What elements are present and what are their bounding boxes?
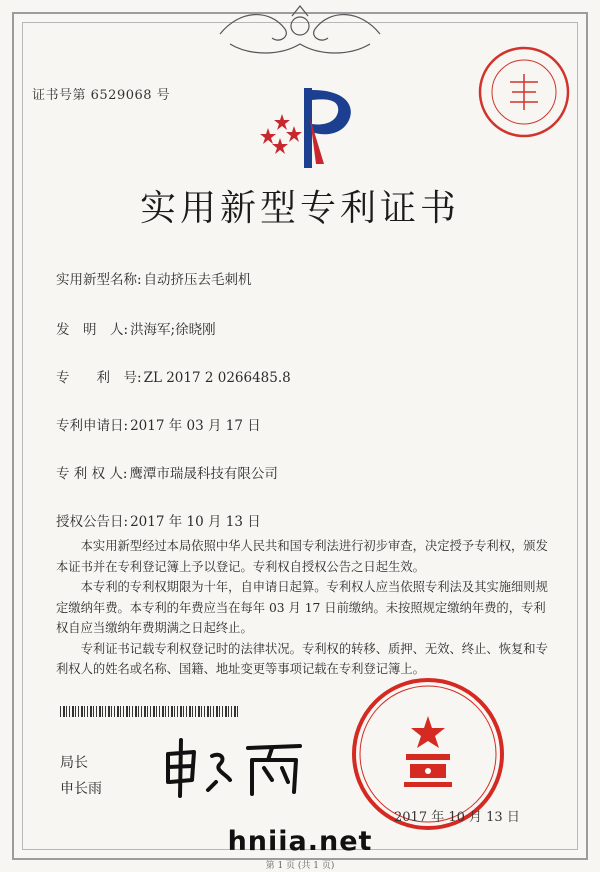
field-patentee	[56, 462, 278, 482]
inventor-value: 洪海军;徐晓刚	[130, 322, 216, 338]
field-grant-date	[56, 510, 261, 530]
document-title: 实用新型专利证书	[139, 188, 460, 229]
field-utility-model-name	[56, 268, 252, 288]
top-ornament	[210, 4, 390, 64]
barcode	[60, 706, 238, 717]
grant-date-label: 授权公告日:	[56, 514, 129, 530]
filing-date-value: 2017 年 03 月 17 日	[130, 418, 261, 434]
body-paragraph-1: 本实用新型经过本局依照中华人民共和国专利法进行初步审查，决定授予专利权，颁发本证书并在专利登记簿上予以登记。专利权自授权公告之日起生效。	[56, 539, 548, 574]
agency-stamp	[476, 44, 572, 140]
certificate-body	[56, 536, 556, 680]
grant-date-value: 2017 年 10 月 13 日	[130, 514, 261, 530]
field-patent-number	[56, 366, 291, 386]
body-paragraph-3: 专利证书记载专利权登记时的法律状况。专利权的转移、质押、无效、终止、恢复和专利权人的姓名或名称、国籍、地址变更等事项记载在专利登记簿上。	[56, 641, 548, 676]
patentee-label: 专 利 权 人:	[56, 466, 128, 482]
director-label: 局长	[60, 755, 88, 771]
utility-model-name-label: 实用新型名称:	[56, 272, 142, 288]
patent-number-label: 专 利 号:	[56, 370, 142, 386]
field-filing-date	[56, 414, 261, 434]
director-name: 申长雨	[60, 781, 102, 797]
page-footer: 第 1 页 (共 1 页)	[265, 861, 335, 871]
utility-model-name-value: 自动挤压去毛刺机	[143, 272, 252, 288]
body-paragraph-2: 本专利的专利权期限为十年，自申请日起算。专利权人应当依照专利法及其实施细则规定缴纳年费。本专利的年费应当在每年 03 月 17 日前缴纳。未按照规定缴纳年费的，专利权自应当缴纳年费期满之日起终止。	[56, 580, 548, 635]
handwritten-signature	[160, 730, 310, 802]
certificate-number: 证书号第 6529068 号	[32, 88, 171, 103]
seal-date: 2017 年 10 月 13 日	[394, 810, 520, 825]
cnipa-logo	[252, 78, 362, 174]
filing-date-label: 专利申请日:	[56, 418, 129, 434]
patent-number-value: ZL 2017 2 0266485.8	[143, 370, 291, 386]
field-inventor	[56, 318, 216, 338]
patentee-value: 鹰潭市瑞晟科技有限公司	[129, 466, 278, 482]
inventor-label: 发 明 人:	[56, 322, 129, 338]
website-watermark: hniia.net	[227, 826, 373, 857]
